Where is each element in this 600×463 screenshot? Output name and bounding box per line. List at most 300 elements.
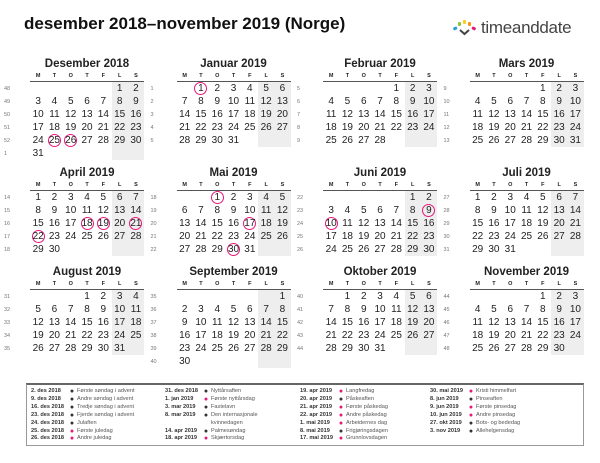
- day-cell[interactable]: 30: [48, 244, 60, 255]
- day-cell[interactable]: 30: [553, 135, 565, 146]
- day-cell[interactable]: 1: [393, 83, 400, 94]
- day-cell[interactable]: 19: [260, 109, 272, 120]
- day-cell[interactable]: 28: [195, 244, 207, 255]
- day-cell[interactable]: 9: [556, 304, 562, 315]
- day-cell[interactable]: 9: [491, 205, 497, 216]
- day-cell[interactable]: 30: [211, 135, 223, 146]
- day-cell[interactable]: 13: [48, 317, 60, 328]
- day-cell[interactable]: 5: [279, 192, 286, 203]
- day-cell[interactable]: 27: [374, 244, 386, 255]
- day-cell[interactable]: 29: [341, 343, 353, 354]
- day-cell[interactable]: 7: [328, 304, 334, 315]
- day-cell[interactable]: 29: [537, 343, 549, 354]
- day-cell[interactable]: 12: [488, 109, 500, 120]
- day-cell[interactable]: 10: [244, 205, 256, 216]
- day-cell[interactable]: 11: [472, 317, 483, 328]
- day-cell[interactable]: 5: [263, 83, 269, 94]
- day-cell[interactable]: 7: [572, 192, 579, 203]
- day-cell[interactable]: 12: [32, 317, 44, 328]
- day-cell[interactable]: 12: [65, 109, 77, 120]
- day-cell[interactable]: 23: [488, 231, 500, 242]
- day-cell[interactable]: 21: [374, 122, 386, 133]
- day-cell[interactable]: 18: [520, 218, 533, 229]
- day-cell[interactable]: 29: [276, 343, 288, 354]
- day-cell[interactable]: 2: [409, 83, 416, 94]
- day-cell[interactable]: 6: [51, 304, 58, 315]
- day-cell[interactable]: 18: [130, 317, 142, 328]
- day-cell[interactable]: 27: [553, 231, 565, 242]
- day-cell[interactable]: 10: [32, 109, 44, 120]
- day-cell[interactable]: 14: [569, 205, 581, 216]
- day-cell[interactable]: 5: [35, 304, 41, 315]
- day-cell[interactable]: 2: [491, 192, 497, 203]
- day-cell[interactable]: 13: [374, 218, 386, 229]
- day-cell[interactable]: 25: [472, 135, 484, 146]
- day-cell[interactable]: 14: [520, 109, 533, 120]
- day-cell[interactable]: 29: [211, 244, 223, 255]
- day-cell[interactable]: 19: [407, 317, 419, 328]
- day-cell[interactable]: 26: [276, 231, 288, 242]
- day-cell[interactable]: 4: [247, 83, 253, 94]
- day-cell[interactable]: 29: [114, 135, 126, 146]
- day-cell[interactable]: 15: [407, 218, 419, 229]
- day-cell[interactable]: 4: [523, 192, 530, 203]
- day-cell[interactable]: 22: [341, 330, 353, 341]
- day-cell[interactable]: 11: [49, 109, 60, 120]
- day-cell[interactable]: 26: [488, 135, 500, 146]
- day-cell[interactable]: 13: [81, 109, 93, 120]
- day-cell[interactable]: 17: [504, 218, 516, 229]
- day-cell[interactable]: 8: [279, 304, 286, 315]
- day-cell[interactable]: 27: [48, 343, 60, 354]
- day-cell[interactable]: 7: [67, 304, 74, 315]
- day-cell[interactable]: 2: [181, 304, 188, 315]
- day-cell[interactable]: 13: [244, 317, 256, 328]
- day-cell[interactable]: 29: [407, 244, 419, 255]
- day-cell[interactable]: 8: [393, 96, 400, 107]
- day-cell[interactable]: 17: [374, 317, 386, 328]
- day-cell[interactable]: 16: [553, 109, 565, 120]
- day-cell[interactable]: 18: [341, 231, 353, 242]
- day-cell[interactable]: 25: [130, 330, 142, 341]
- day-cell[interactable]: 27: [504, 343, 516, 354]
- day-cell[interactable]: 1: [84, 291, 90, 302]
- day-cell[interactable]: 28: [65, 343, 77, 354]
- day-cell[interactable]: 24: [65, 231, 77, 242]
- day-cell[interactable]: 11: [472, 109, 483, 120]
- day-cell[interactable]: 28: [130, 231, 142, 242]
- day-cell[interactable]: 24: [423, 122, 435, 133]
- day-cell[interactable]: 1: [540, 291, 546, 302]
- day-cell[interactable]: 9: [556, 96, 562, 107]
- day-cell[interactable]: 14: [130, 205, 142, 216]
- day-cell[interactable]: 21: [569, 218, 581, 229]
- day-cell[interactable]: 7: [198, 205, 204, 216]
- day-cell[interactable]: 3: [377, 291, 383, 302]
- day-cell[interactable]: 3: [507, 192, 514, 203]
- day-cell[interactable]: 5: [230, 304, 237, 315]
- day-cell[interactable]: 26: [32, 343, 44, 354]
- day-cell[interactable]: 24: [195, 343, 207, 354]
- day-cell[interactable]: 25: [472, 343, 484, 354]
- day-cell[interactable]: 12: [537, 205, 549, 216]
- day-cell[interactable]: 12: [488, 317, 500, 328]
- day-cell[interactable]: 17: [325, 231, 337, 242]
- day-cell[interactable]: 26: [537, 231, 549, 242]
- day-cell[interactable]: 11: [260, 205, 272, 216]
- day-cell[interactable]: 17: [569, 317, 581, 328]
- day-cell[interactable]: 5: [67, 96, 74, 107]
- day-cell[interactable]: 30: [358, 343, 370, 354]
- day-cell[interactable]: 30: [179, 356, 191, 367]
- day-cell[interactable]: 7: [181, 96, 188, 107]
- day-cell[interactable]: 17: [195, 330, 207, 341]
- day-cell[interactable]: 7: [523, 96, 530, 107]
- day-cell[interactable]: 1: [214, 192, 221, 203]
- day-cell[interactable]: 6: [116, 192, 123, 203]
- day-cell[interactable]: 21: [130, 218, 142, 229]
- day-cell[interactable]: 11: [391, 304, 402, 315]
- day-cell[interactable]: 19: [32, 330, 44, 341]
- day-cell[interactable]: 2: [51, 192, 58, 203]
- day-cell[interactable]: 20: [244, 330, 256, 341]
- day-cell[interactable]: 21: [179, 122, 191, 133]
- day-cell[interactable]: 9: [426, 205, 432, 216]
- day-cell[interactable]: 17: [227, 109, 240, 120]
- day-cell[interactable]: 25: [390, 330, 402, 341]
- day-cell[interactable]: 5: [491, 96, 497, 107]
- day-cell[interactable]: 27: [179, 244, 191, 255]
- day-cell[interactable]: 22: [211, 231, 223, 242]
- timeanddate-logo[interactable]: [452, 18, 571, 38]
- day-cell[interactable]: 21: [520, 122, 533, 133]
- day-cell[interactable]: 13: [504, 317, 516, 328]
- day-cell[interactable]: 6: [507, 96, 514, 107]
- day-cell[interactable]: 29: [81, 343, 93, 354]
- day-cell[interactable]: 23: [553, 122, 565, 133]
- day-cell[interactable]: 25: [341, 244, 353, 255]
- day-cell[interactable]: 4: [214, 304, 221, 315]
- day-cell[interactable]: 22: [390, 122, 402, 133]
- day-cell[interactable]: 1: [344, 291, 351, 302]
- day-cell[interactable]: 2: [214, 83, 221, 94]
- day-cell[interactable]: 7: [100, 96, 107, 107]
- day-cell[interactable]: 15: [114, 109, 126, 120]
- day-cell[interactable]: 28: [374, 135, 386, 146]
- day-cell[interactable]: 24: [569, 330, 581, 341]
- day-cell[interactable]: 26: [65, 135, 77, 146]
- day-cell[interactable]: 23: [358, 330, 370, 341]
- day-cell[interactable]: 21: [325, 330, 337, 341]
- day-cell[interactable]: 2: [100, 291, 107, 302]
- day-cell[interactable]: 5: [540, 192, 546, 203]
- day-cell[interactable]: 23: [97, 330, 109, 341]
- day-cell[interactable]: 24: [325, 244, 337, 255]
- day-cell[interactable]: 20: [81, 122, 93, 133]
- day-cell[interactable]: 21: [520, 330, 533, 341]
- day-cell[interactable]: 20: [553, 218, 565, 229]
- day-cell[interactable]: 4: [84, 192, 90, 203]
- day-cell[interactable]: 14: [374, 109, 386, 120]
- day-cell[interactable]: 1: [474, 192, 481, 203]
- day-cell[interactable]: 13: [114, 205, 126, 216]
- day-cell[interactable]: 19: [537, 218, 549, 229]
- day-cell[interactable]: 2: [360, 291, 367, 302]
- day-cell[interactable]: 28: [569, 231, 581, 242]
- day-cell[interactable]: 28: [520, 343, 533, 354]
- day-cell[interactable]: 27: [504, 135, 516, 146]
- day-cell[interactable]: 4: [474, 304, 481, 315]
- day-cell[interactable]: 6: [247, 304, 253, 315]
- day-cell[interactable]: 10: [569, 304, 581, 315]
- day-cell[interactable]: 3: [198, 304, 204, 315]
- day-cell[interactable]: 25: [244, 122, 256, 133]
- day-cell[interactable]: 23: [423, 231, 435, 242]
- day-cell[interactable]: 31: [32, 148, 44, 159]
- day-cell[interactable]: 17: [114, 317, 126, 328]
- day-cell[interactable]: 19: [276, 218, 288, 229]
- day-cell[interactable]: 31: [569, 135, 581, 146]
- day-cell[interactable]: 11: [325, 109, 337, 120]
- day-cell[interactable]: 26: [488, 343, 500, 354]
- day-cell[interactable]: 22: [407, 231, 419, 242]
- day-cell[interactable]: 24: [227, 122, 240, 133]
- day-cell[interactable]: 19: [488, 330, 500, 341]
- day-cell[interactable]: 6: [377, 205, 383, 216]
- day-cell[interactable]: 25: [520, 231, 533, 242]
- day-cell[interactable]: 25: [211, 343, 223, 354]
- day-cell[interactable]: 18: [472, 122, 484, 133]
- day-cell[interactable]: 23: [553, 330, 565, 341]
- day-cell[interactable]: 25: [325, 135, 337, 146]
- day-cell[interactable]: 17: [569, 109, 581, 120]
- day-cell[interactable]: 20: [504, 330, 516, 341]
- day-cell[interactable]: 2: [426, 192, 432, 203]
- day-cell[interactable]: 6: [556, 192, 562, 203]
- day-cell[interactable]: 26: [97, 231, 109, 242]
- day-cell[interactable]: 20: [358, 122, 370, 133]
- day-cell[interactable]: 9: [51, 205, 58, 216]
- day-cell[interactable]: 14: [390, 218, 402, 229]
- day-cell[interactable]: 16: [211, 109, 223, 120]
- day-cell[interactable]: 27: [423, 330, 435, 341]
- day-cell[interactable]: 23: [211, 122, 223, 133]
- day-cell[interactable]: 6: [279, 83, 286, 94]
- day-cell[interactable]: 19: [227, 330, 240, 341]
- day-cell[interactable]: 15: [81, 317, 93, 328]
- day-cell[interactable]: 19: [97, 218, 109, 229]
- day-cell[interactable]: 15: [537, 109, 549, 120]
- day-cell[interactable]: 16: [48, 218, 60, 229]
- day-cell[interactable]: 1: [540, 83, 546, 94]
- day-cell[interactable]: 16: [423, 218, 435, 229]
- day-cell[interactable]: 18: [48, 122, 60, 133]
- day-cell[interactable]: 22: [32, 231, 44, 242]
- day-cell[interactable]: 20: [179, 231, 191, 242]
- day-cell[interactable]: 21: [195, 231, 207, 242]
- day-cell[interactable]: 16: [358, 317, 370, 328]
- day-cell[interactable]: 26: [341, 135, 353, 146]
- day-cell[interactable]: 14: [195, 218, 207, 229]
- day-cell[interactable]: 30: [423, 244, 435, 255]
- day-cell[interactable]: 6: [181, 205, 188, 216]
- day-cell[interactable]: 30: [488, 244, 500, 255]
- day-cell[interactable]: 28: [97, 135, 109, 146]
- day-cell[interactable]: 19: [65, 122, 77, 133]
- day-cell[interactable]: 15: [472, 218, 484, 229]
- day-cell[interactable]: 11: [212, 317, 223, 328]
- day-cell[interactable]: 13: [276, 96, 288, 107]
- day-cell[interactable]: 13: [553, 205, 565, 216]
- day-cell[interactable]: 8: [35, 205, 41, 216]
- day-cell[interactable]: 24: [32, 135, 44, 146]
- day-cell[interactable]: 1: [35, 192, 41, 203]
- day-cell[interactable]: 15: [211, 218, 223, 229]
- day-cell[interactable]: 12: [341, 109, 353, 120]
- day-cell[interactable]: 1: [116, 83, 123, 94]
- day-cell[interactable]: 4: [344, 205, 351, 216]
- day-cell[interactable]: 10: [423, 96, 435, 107]
- day-cell[interactable]: 11: [130, 304, 142, 315]
- day-cell[interactable]: 20: [374, 231, 386, 242]
- day-cell[interactable]: 17: [244, 218, 256, 229]
- day-cell[interactable]: 21: [65, 330, 77, 341]
- day-cell[interactable]: 16: [179, 330, 191, 341]
- day-cell[interactable]: 3: [35, 96, 41, 107]
- day-cell[interactable]: 10: [114, 304, 126, 315]
- day-cell[interactable]: 17: [423, 109, 435, 120]
- day-cell[interactable]: 8: [474, 205, 481, 216]
- day-cell[interactable]: 31: [227, 135, 240, 146]
- day-cell[interactable]: 10: [374, 304, 386, 315]
- day-cell[interactable]: 31: [114, 343, 126, 354]
- day-cell[interactable]: 5: [409, 291, 416, 302]
- day-cell[interactable]: 23: [407, 122, 419, 133]
- day-cell[interactable]: 9: [181, 317, 188, 328]
- day-cell[interactable]: 15: [390, 109, 402, 120]
- day-cell[interactable]: 12: [358, 218, 370, 229]
- day-cell[interactable]: 22: [472, 231, 484, 242]
- day-cell[interactable]: 29: [32, 244, 44, 255]
- day-cell[interactable]: 24: [504, 231, 516, 242]
- day-cell[interactable]: 24: [244, 231, 256, 242]
- day-cell[interactable]: 10: [65, 205, 77, 216]
- day-cell[interactable]: 23: [227, 231, 240, 242]
- day-cell[interactable]: 18: [325, 122, 337, 133]
- day-cell[interactable]: 11: [244, 96, 256, 107]
- day-cell[interactable]: 1: [279, 291, 286, 302]
- day-cell[interactable]: 2: [133, 83, 139, 94]
- day-cell[interactable]: 6: [84, 96, 90, 107]
- day-cell[interactable]: 11: [81, 205, 93, 216]
- day-cell[interactable]: 14: [97, 109, 109, 120]
- day-cell[interactable]: 3: [247, 192, 253, 203]
- day-cell[interactable]: 12: [260, 96, 272, 107]
- day-cell[interactable]: 18: [472, 330, 484, 341]
- day-cell[interactable]: 23: [179, 343, 191, 354]
- day-cell[interactable]: 27: [244, 343, 256, 354]
- day-cell[interactable]: 28: [260, 343, 272, 354]
- day-cell[interactable]: 6: [360, 96, 367, 107]
- day-cell[interactable]: 17: [32, 122, 44, 133]
- day-cell[interactable]: 22: [276, 330, 288, 341]
- day-cell[interactable]: 7: [523, 304, 530, 315]
- day-cell[interactable]: 13: [423, 304, 435, 315]
- day-cell[interactable]: 22: [81, 330, 93, 341]
- day-cell[interactable]: 18: [260, 218, 272, 229]
- day-cell[interactable]: 3: [230, 83, 237, 94]
- day-cell[interactable]: 8: [198, 96, 204, 107]
- day-cell[interactable]: 29: [472, 244, 484, 255]
- day-cell[interactable]: 30: [130, 135, 142, 146]
- day-cell[interactable]: 15: [537, 317, 549, 328]
- day-cell[interactable]: 28: [390, 244, 402, 255]
- day-cell[interactable]: 6: [507, 304, 514, 315]
- day-cell[interactable]: 3: [426, 83, 432, 94]
- day-cell[interactable]: 4: [51, 96, 58, 107]
- day-cell[interactable]: 11: [342, 218, 353, 229]
- day-cell[interactable]: 30: [97, 343, 109, 354]
- day-cell[interactable]: 10: [195, 317, 207, 328]
- day-cell[interactable]: 5: [491, 304, 497, 315]
- day-cell[interactable]: 28: [179, 135, 191, 146]
- day-cell[interactable]: 15: [341, 317, 353, 328]
- day-cell[interactable]: 15: [32, 218, 44, 229]
- day-cell[interactable]: 8: [540, 96, 546, 107]
- day-cell[interactable]: 13: [358, 109, 370, 120]
- day-cell[interactable]: 22: [537, 330, 549, 341]
- day-cell[interactable]: 4: [393, 291, 400, 302]
- day-cell[interactable]: 30: [227, 244, 240, 255]
- day-cell[interactable]: 8: [214, 205, 221, 216]
- day-cell[interactable]: 1: [409, 192, 416, 203]
- day-cell[interactable]: 14: [260, 317, 272, 328]
- day-cell[interactable]: 12: [97, 205, 109, 216]
- day-cell[interactable]: 25: [81, 231, 93, 242]
- day-cell[interactable]: 20: [48, 330, 60, 341]
- day-cell[interactable]: 18: [211, 330, 223, 341]
- day-cell[interactable]: 3: [328, 205, 334, 216]
- day-cell[interactable]: 16: [407, 109, 419, 120]
- day-cell[interactable]: 3: [572, 291, 579, 302]
- day-cell[interactable]: 27: [276, 122, 288, 133]
- day-cell[interactable]: 30: [553, 343, 565, 354]
- day-cell[interactable]: 7: [377, 96, 383, 107]
- day-cell[interactable]: 14: [65, 317, 77, 328]
- day-cell[interactable]: 9: [360, 304, 367, 315]
- day-cell[interactable]: 14: [325, 317, 337, 328]
- day-cell[interactable]: 14: [179, 109, 191, 120]
- day-cell[interactable]: 15: [195, 109, 207, 120]
- day-cell[interactable]: 20: [423, 317, 435, 328]
- day-cell[interactable]: 26: [260, 122, 272, 133]
- day-cell[interactable]: 19: [488, 122, 500, 133]
- day-cell[interactable]: 18: [390, 317, 402, 328]
- day-cell[interactable]: 12: [227, 317, 240, 328]
- day-cell[interactable]: 19: [358, 231, 370, 242]
- day-cell[interactable]: 28: [325, 343, 337, 354]
- day-cell[interactable]: 3: [67, 192, 74, 203]
- day-cell[interactable]: 13: [504, 109, 516, 120]
- day-cell[interactable]: 26: [407, 330, 419, 341]
- day-cell[interactable]: 27: [114, 231, 126, 242]
- day-cell[interactable]: 21: [390, 231, 402, 242]
- day-cell[interactable]: 2: [230, 192, 237, 203]
- day-cell[interactable]: 17: [65, 218, 77, 229]
- day-cell[interactable]: 24: [374, 330, 386, 341]
- day-cell[interactable]: 8: [409, 205, 416, 216]
- day-cell[interactable]: 20: [504, 122, 516, 133]
